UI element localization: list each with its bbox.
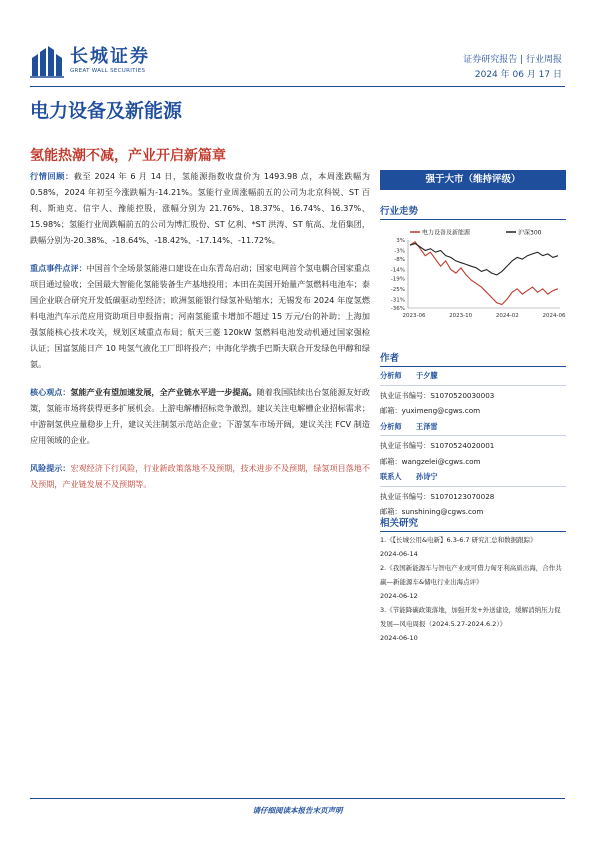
report-type: 证券研究报告 | 行业周报 xyxy=(463,55,562,65)
related-item[interactable] xyxy=(380,533,566,561)
author-role: 分析师 xyxy=(380,371,402,380)
cert-label: 执业证书编号： xyxy=(380,390,431,400)
footer-divider xyxy=(30,798,565,799)
related-title[interactable]: 2.《我国新能源车与智电产业或可借力匈牙利高质出海，合作共赢—新能源车&储电行业出海点评》 xyxy=(380,564,562,586)
related-date: 2024-06-10 xyxy=(380,634,418,642)
report-headline: 氢能热潮不减，产业开启新篇章 xyxy=(30,148,226,164)
author-name: 于夕朦 xyxy=(416,371,438,380)
author-role: 联系人 xyxy=(380,472,402,481)
y-tick-label: -14% xyxy=(390,267,405,274)
authors-list xyxy=(380,368,566,520)
footer-disclaimer: 请仔细阅读本报告末页声明 xyxy=(252,806,343,815)
related-item[interactable] xyxy=(380,603,566,645)
author-entry xyxy=(380,419,566,470)
core-view-paragraph xyxy=(30,384,370,448)
y-tick-label: -36% xyxy=(390,306,405,312)
market-review-text: 截至 2024 年 6 月 14 日，氢能源指数收盘价为 1493.98 点，本周涨跌幅为 0.58%，2024 年初至今涨跌幅为-14.21%。氢能行业周涨幅前五的公司为北京科锐、ST 百利、斯迪克、信宇人、豫能控股，涨幅分别为 21.76%、18.37%、16.74%、16.37%、15.98%；氢能行业周跌幅前五的公司为博汇股份、ST 亿利、*ST 洪涛、ST 航高、龙佰集团，跌幅分别为-20.38%、-18.64%、-18.42%、-17.14%、-11.72%。 xyxy=(30,171,370,245)
author-name: 王泽雷 xyxy=(416,421,438,431)
cert-number: S1070520030003 xyxy=(430,390,495,400)
rating-badge: 强于大市（维持评级） xyxy=(380,170,566,190)
market-review-paragraph xyxy=(30,168,370,248)
report-date: 2024 年 06 月 17 日 xyxy=(474,70,562,80)
author-email[interactable]: wangzelei@cgws.com xyxy=(401,456,481,466)
risk-text: 宏观经济下行风险，行业新政策落地不及预期，技术进步不及预期，绿氢项目落地不及预期，产业链发展不及预期等。 xyxy=(30,463,370,489)
risk-paragraph xyxy=(30,460,370,492)
key-events-text: 中国首个全场景氢能港口建设在山东青岛启动；国家电网首个氢电耦合国家重点项目通过验收；全国最大智能化氢能装备生产基地投用；本田在美国开始量产氢燃料电池车；泰国企业联合研究开发低碳驱动型经济；欧洲氢能银行绿氢补贴缩水；无锡发布 2024 年度氢燃料电池汽车示范应用资助项目申报指南；河南氢能重卡增加不超过 15 万元/台的补助；上海加强氢能核心技术攻关，规划区域重点布局；航天三菱 120kW 氢燃料电池发动机通过国家强检认证；国富氢能日产 10 吨氢气液化工厂即将投产；中海化学携手巴斯夫联合开发绿色甲醇和绿氨。 xyxy=(30,263,370,369)
x-tick-label: 2024-02 xyxy=(495,313,519,319)
key-events-paragraph xyxy=(30,260,370,372)
company-logo xyxy=(30,44,150,78)
trend-heading: 行业走势 xyxy=(380,203,566,220)
related-item[interactable] xyxy=(380,561,566,603)
related-date: 2024-06-14 xyxy=(380,550,418,558)
related-list xyxy=(380,533,566,645)
series-line-hs300 xyxy=(410,244,558,275)
y-tick-label: -3% xyxy=(394,248,405,255)
trend-chart xyxy=(380,224,566,324)
core-view-text: 随着我国陆续出台氢能源友好政策，氢能市场将获得更多扩展机会。上游电解槽招标竞争激烈，建议关注电解槽企业招标需求；中游制氢供应量稳步上升，建议关注制氢示范站企业；下游氢车市场开阔，建议关注 FCV 制造应用领域的企业。 xyxy=(30,387,370,445)
core-view-strong: 氢能产业有望加速发展，全产业链水平进一步提高。 xyxy=(70,387,257,397)
cert-number: S1070123070028 xyxy=(430,491,495,501)
author-role: 分析师 xyxy=(380,421,402,431)
legend-label-b: 沪深300 xyxy=(518,229,542,237)
great-wall-logo-icon xyxy=(30,44,64,78)
x-tick-label: 2023-06 xyxy=(402,313,426,319)
core-view-tag: 核心观点： xyxy=(30,387,71,397)
email-label: 邮箱： xyxy=(380,507,402,516)
header-divider xyxy=(30,86,565,87)
y-tick-label: -31% xyxy=(390,297,405,304)
sector-title: 电力设备及新能源 xyxy=(30,100,183,122)
email-label: 邮箱： xyxy=(380,456,402,466)
author-divider xyxy=(380,486,566,487)
logo-cn-text: 长城证券 xyxy=(70,46,150,67)
x-tick-label: 2024-06 xyxy=(542,313,566,319)
series-line-sector xyxy=(410,242,558,305)
author-divider xyxy=(380,385,566,386)
authors-heading: 作者 xyxy=(380,350,566,367)
author-name: 孙诗宁 xyxy=(416,472,438,481)
trend-chart-svg xyxy=(380,224,566,324)
author-divider xyxy=(380,435,566,436)
logo-en-text: GREAT WALL SECURITIES xyxy=(70,68,146,74)
cert-label: 执业证书编号： xyxy=(380,441,431,450)
main-content xyxy=(30,168,370,504)
key-events-tag: 重点事件点评： xyxy=(30,263,87,273)
related-date: 2024-06-12 xyxy=(380,592,418,600)
y-tick-label: -8% xyxy=(394,257,405,264)
y-tick-label: 3% xyxy=(396,238,405,244)
related-title[interactable]: 3.《节能降碳政策落地，加强开发+外送建设，缓解消纳压力促发展—风电周报（2024.5.27-2024.6.2）》 xyxy=(380,606,561,628)
y-tick-label: -25% xyxy=(390,286,405,293)
legend-label-a: 电力设备及新能源 xyxy=(422,229,471,237)
cert-number: S1070524020001 xyxy=(430,441,495,450)
related-title[interactable]: 1.《【长城公用&电新】6.3-6.7 研究汇总和数据跟踪》 xyxy=(380,536,537,544)
author-entry xyxy=(380,469,566,520)
author-email[interactable]: sunshining@cgws.com xyxy=(401,507,484,516)
author-email[interactable]: yuximeng@cgws.com xyxy=(401,406,481,415)
x-tick-label: 2023-10 xyxy=(449,313,473,319)
y-tick-label: -19% xyxy=(390,276,405,283)
email-label: 邮箱： xyxy=(380,406,402,415)
report-meta xyxy=(463,53,562,83)
related-heading: 相关研究 xyxy=(380,515,566,532)
market-review-tag: 行情回顾： xyxy=(30,171,74,181)
cert-label: 执业证书编号： xyxy=(380,491,431,501)
risk-tag: 风险提示： xyxy=(30,463,71,473)
author-entry xyxy=(380,368,566,419)
